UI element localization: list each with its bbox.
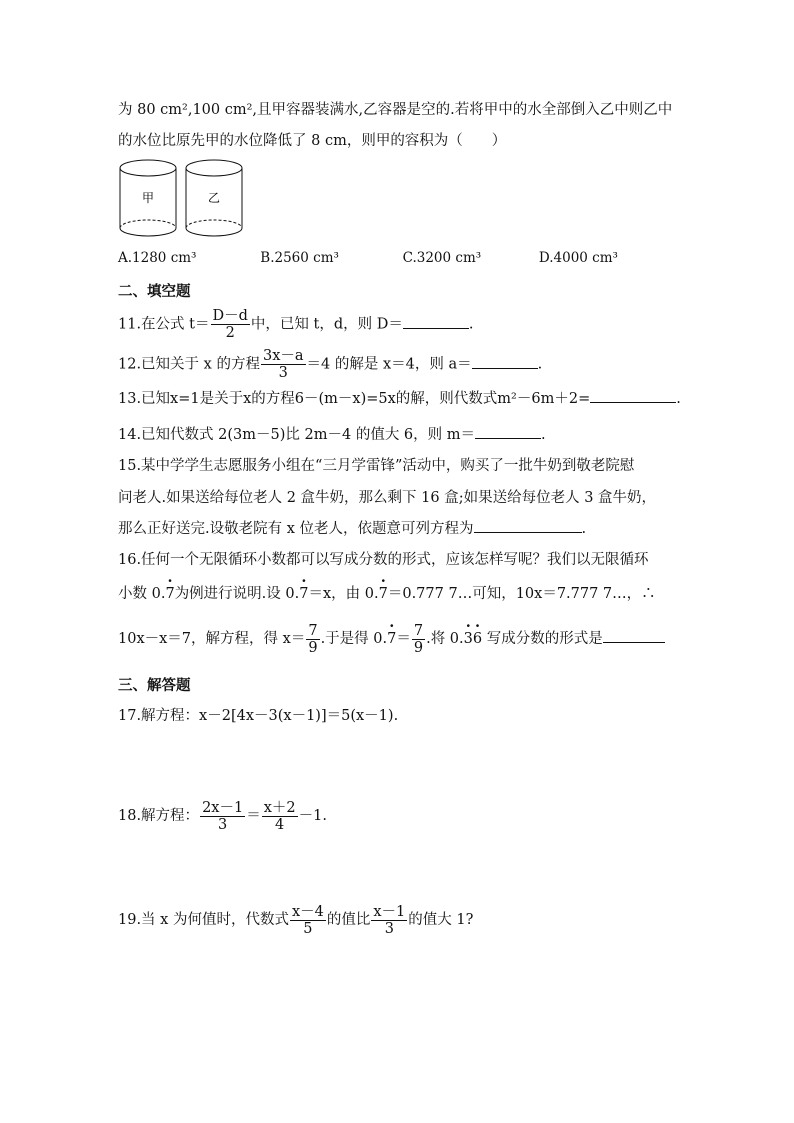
container-b-label: 乙 — [208, 191, 221, 205]
cylinder-a — [120, 160, 176, 236]
q12-fraction: $\frac{3x-a}{3}$ — [262, 348, 304, 381]
option-a: A.1280 cm³ — [118, 250, 197, 266]
q13: 13.已知x=1是关于x的方程6－(m－x)=5x的解，则代数式m²－6m＋2= . — [118, 388, 681, 409]
section-solve-heading: 三、解答题 — [118, 678, 191, 694]
q17: 17.解方程：x－2[4x－3(x－1)]＝5(x－1). — [118, 708, 399, 724]
q10-line1: 为 80 cm²,100 cm²,且甲容器装满水,乙容器是空的.若将甲中的水全部倒入乙中则乙中 — [118, 102, 673, 118]
q16-fraction-b: $\frac{7}{9}$ — [413, 622, 424, 656]
q10-line2: 的水位比原先甲的水位降低了 8 cm，则甲的容积为（ ） — [118, 133, 507, 149]
q15-line3: 那么正好送完.设敬老院有 x 位老人，依题意可列方程为 . — [118, 518, 586, 539]
q15-line2: 问老人.如果送给每位老人 2 盒牛奶，那么剩下 16 盒;如果送给每位老人 3 盒牛奶， — [118, 490, 657, 506]
q18-fraction-left: $\frac{2x-1}{3}$ — [202, 799, 244, 833]
q11-blank[interactable] — [403, 314, 469, 329]
cylinder-b — [186, 160, 242, 236]
option-c: C.3200 cm³ — [402, 250, 482, 266]
q12-blank[interactable] — [472, 354, 538, 369]
q15-blank[interactable] — [474, 518, 582, 533]
q16-line2: 小数 0.· 7为例进行说明.设 0.· 7＝x，由 0.· 7＝0.777 7…可知，10x＝7.777 7…，∴ — [118, 584, 656, 604]
q19: 19.当 x 为何值时，代数式 $\frac{x-4}{5}$ 的值比 $\frac{x-1}{3}$ 的值大 1? — [118, 903, 474, 937]
q11-fraction: $\frac{D-d}{2}$ — [212, 308, 248, 341]
q16-fraction-a: $\frac{7}{9}$ — [308, 622, 318, 656]
q14-blank[interactable] — [475, 424, 541, 439]
section-fill-in-heading: 二、填空题 — [118, 284, 191, 300]
q18: 18.解方程： $\frac{2x-1}{3}$ ＝ $\frac{x+2}{4}$ －1. — [118, 799, 327, 833]
q16-line1: 16.任何一个无限循环小数都可以写成分数的形式，应该怎样写呢？我们以无限循环 — [118, 552, 649, 568]
repeating-digit: · 7 — [165, 584, 174, 604]
q18-fraction-right: $\frac{x+2}{4}$ — [263, 799, 296, 833]
q13-blank[interactable] — [590, 388, 676, 403]
q19-fraction-a: $\frac{x-4}{5}$ — [291, 903, 324, 937]
q19-fraction-b: $\frac{x-1}{3}$ — [373, 903, 406, 937]
q15-line1: 15.某中学学生志愿服务小组在“三月学雷锋”活动中，购买了一批牛奶到敬老院慰 — [118, 458, 635, 474]
q12: 12.已知关于 x 的方程 $\frac{3x-a}{3}$ ＝4 的解是 x＝4，则 a＝ . — [118, 348, 543, 381]
q14: 14.已知代数式 2(3m－5)比 2m－4 的值大 6，则 m＝ . — [118, 424, 546, 445]
container-a-label: 甲 — [142, 191, 155, 205]
option-b: B.2560 cm³ — [260, 250, 339, 266]
q11: 11.在公式 t＝ $\frac{D-d}{2}$ 中，已知 t，d，则 D＝ . — [118, 308, 474, 341]
option-d: D.4000 cm³ — [538, 250, 618, 266]
q16-line3: 10x－x＝7，解方程，得 x＝ $\frac{7}{9}$ .于是得 0.· 7＝ $\frac{7}{9}$ .将 0.· 3· 6 写成分数的形式是 — [118, 622, 665, 656]
cylinders-figure — [118, 156, 248, 240]
q16-blank[interactable] — [603, 628, 665, 643]
q10-options — [118, 248, 618, 268]
